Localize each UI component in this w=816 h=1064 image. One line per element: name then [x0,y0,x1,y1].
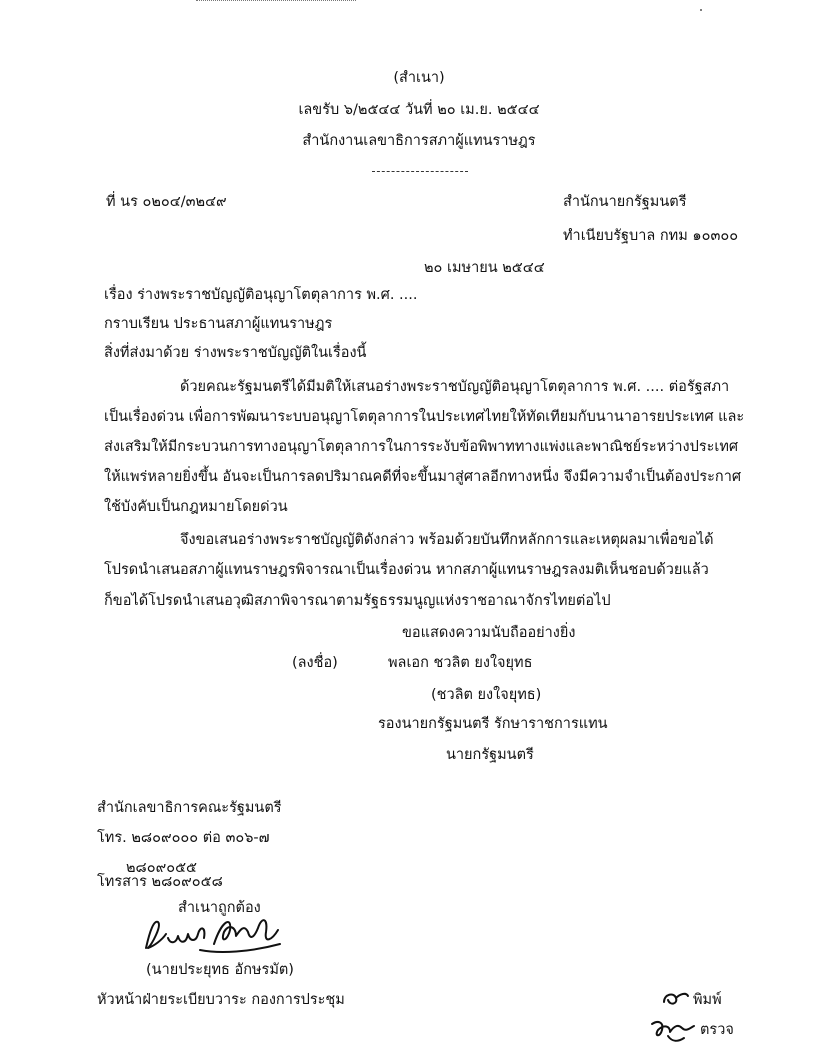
checker-initials [648,1016,698,1046]
sender-office: สำนักนายกรัฐมนตรี [563,194,687,210]
signed-label-text: (ลงชื่อ) [292,655,338,671]
signer-position: รองนายกรัฐมนตรี รักษาราชการแทน [378,716,608,732]
typist-initials [660,988,690,1010]
copy-mark: (สำเนา) [393,70,445,86]
signer-name: พลเอก ชวลิต ยงใจยุทธ [388,655,533,671]
certifier-name: (นายประยุทธ อักษรมัต) [146,962,294,978]
body-line-8: ก็ขอได้โปรดนำเสนอวุฒิสภาพิจารณาตามรัฐธรรมนูญแห่งราชอาณาจักรไทยต่อไป [104,593,611,609]
contact-office: สำนักเลขาธิการคณะรัฐมนตรี [97,800,282,816]
contact-tel-2: ๒๘๐๙๐๕๕ [126,860,198,876]
body-line-5: ใช้บังคับเป็นกฎหมายโดยด่วน [104,499,288,515]
body-line-1: ด้วยคณะรัฐมนตรีได้มีมติให้เสนอร่างพระราชบัญญัติอนุญาโตตุลาการ พ.ศ. .... ต่อรัฐสภา [180,379,730,395]
checked-mark: ตรวจ [700,1022,734,1038]
body-line-7: โปรดนำเสนอสภาผู้แทนราษฎรพิจารณาเป็นเรื่องด่วน หากสภาผู้แทนราษฎรลงมติเห็นชอบด้วยแล้ว [104,562,709,578]
typed-mark: พิมพ์ [693,992,722,1008]
reference-number: ที่ นร ๐๒๐๔/๓๒๔๙ [106,194,227,210]
top-edge-mark [196,0,356,5]
contact-tel: โทร. ๒๘๐๙๐๐๐ ต่อ ๓๐๖-๗ [97,830,270,846]
printed-name: (ชวลิต ยงใจยุทธ) [431,687,542,703]
signer-position-2: นายกรัฐมนตรี [446,747,534,763]
body-line-4: ให้แพร่หลายยิ่งขึ้น อันจะเป็นการลดปริมาณคดีที่จะขึ้นมาสู่ศาลอีกทางหนึ่ง จึงมีความจำเป็นต้องประกาศ [104,469,742,485]
letter-date: ๒๐ เมษายน ๒๕๔๔ [424,260,545,276]
handwritten-signature [140,910,290,960]
salutation: กราบเรียน ประธานสภาผู้แทนราษฎร [104,316,333,332]
body-line-2: เป็นเรื่องด่วน เพื่อการพัฒนาระบบอนุญาโตตุลาการในประเทศไทยให้ทัดเทียมกับนานาอารยประเทศ และ [104,409,745,425]
header-separator [372,171,468,172]
sender-address: ทำเนียบรัฐบาล กทม ๑๐๓๐๐ [563,228,739,244]
contact-fax: โทรสาร ๒๘๐๙๐๕๘ [97,874,223,890]
receipt-line: เลขรับ ๖/๒๕๔๔ วันที่ ๒๐ เม.ย. ๒๕๔๔ [298,102,540,118]
subject-line: เรื่อง ร่างพระราชบัญญัติอนุญาโตตุลาการ พ.ศ. .... [104,287,418,303]
closing: ขอแสดงความนับถืออย่างยิ่ง [402,625,576,641]
body-line-3: ส่งเสริมให้มีกระบวนการทางอนุญาโตตุลาการในการระงับข้อพิพาททางแพ่งและพาณิชย์ระหว่างประเทศ [104,439,739,455]
speck [700,9,702,11]
body-line-6: จึงขอเสนอร่างพระราชบัญญัติดังกล่าว พร้อมด้วยบันทึกหลักการและเหตุผลมาเพื่อขอได้ [180,532,714,548]
receiving-office: สำนักงานเลขาธิการสภาผู้แทนราษฎร [302,133,536,149]
certified-copy-label: สำเนาถูกต้อง [178,900,261,916]
enclosure-line: สิ่งที่ส่งมาด้วย ร่างพระราชบัญญัติในเรื่องนี้ [104,345,367,361]
certifier-position: หัวหน้าฝ่ายระเบียบวาระ กองการประชุม [97,992,345,1008]
